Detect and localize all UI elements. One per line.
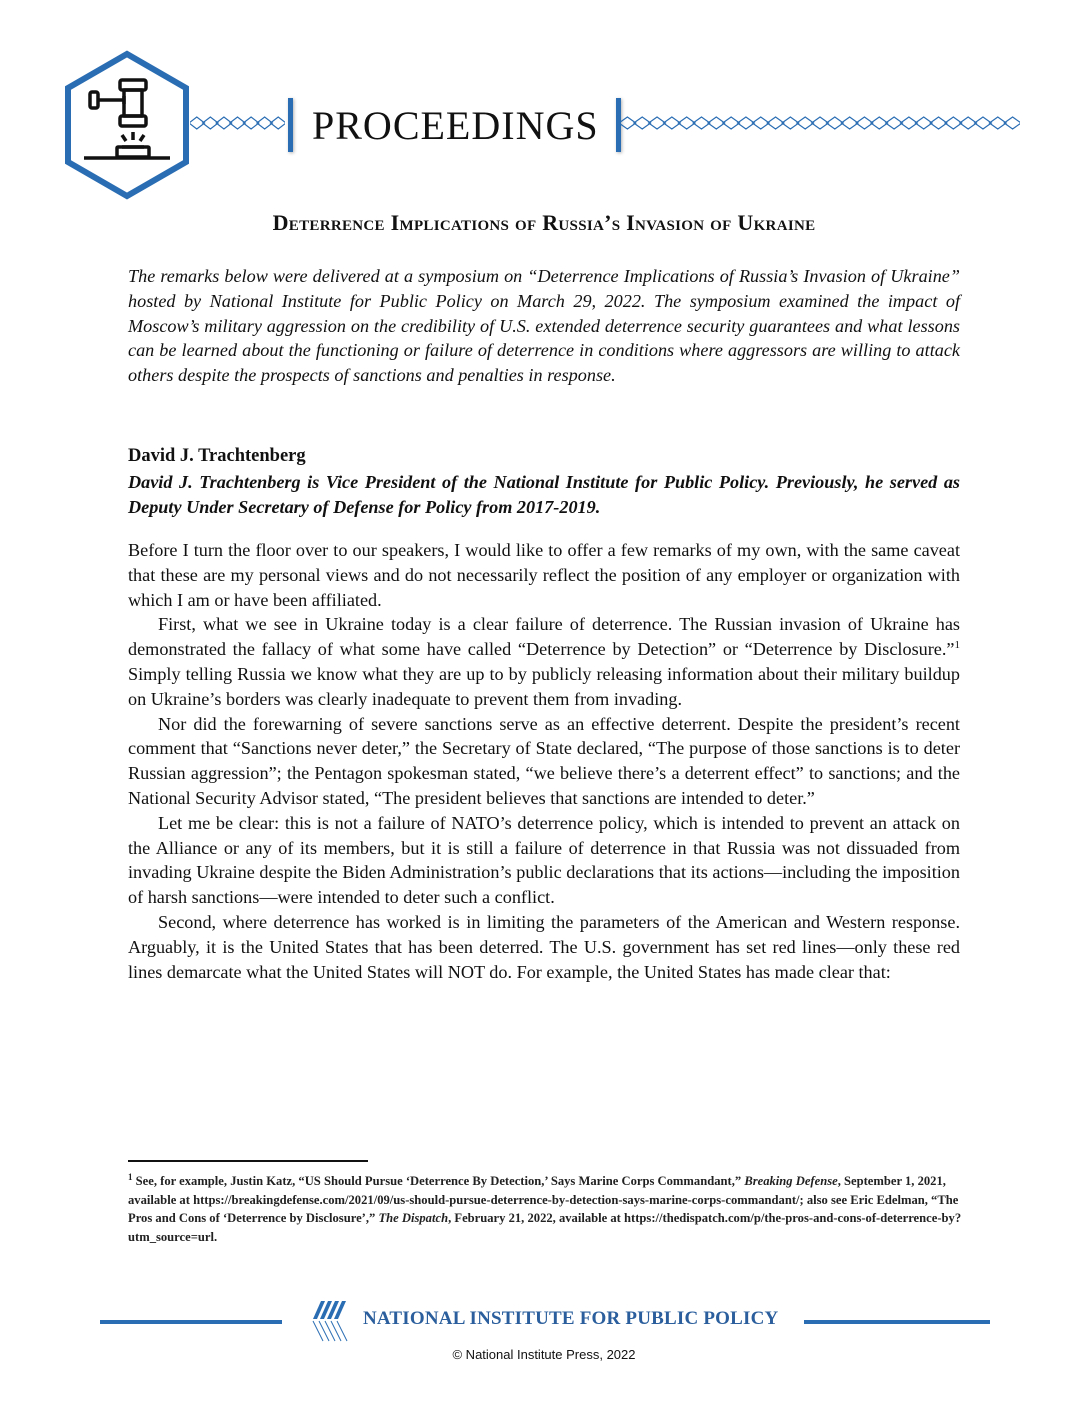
body-paragraph: Second, where deterrence has worked is in limiting the parameters of the American and Western response. Arguably, it is the United States that has been deterred. The U.S. government has set red lines—only these red lines demarcate what the United States will NOT do. For example, the United States has made clear that: <box>128 911 960 982</box>
speaker-name: David J. Trachtenberg <box>128 446 306 466</box>
body-text <box>128 538 960 984</box>
header-divider <box>288 98 293 152</box>
paragraph-text: Simply telling Russia we know what they are up to by publicly releasing information about their military buildup on Ukraine’s borders was clearly inadequate to prevent them from invading. <box>128 663 960 709</box>
document-title: Deterrence Implications of Russia’s Invasion of Ukraine <box>272 210 816 235</box>
footnote-text: , September 1, 2021, available at https://breakingdefense.com/2021/09/us-should-pursue-deterrence-by-detection-says-marine-corps-commandant/; also see Eric Edelman, “The Pros and Cons of ‘Deterrence by Disclosure’,” <box>128 1174 959 1225</box>
footer-rule <box>100 1320 282 1324</box>
paragraph-text: First, what we see in Ukraine today is a clear failure of deterrence. The Russian invasion of Ukraine has demonstrated the fallacy of what some have called “Deterrence by Detection” or “Deterrence by Disclosure.” <box>128 614 960 660</box>
footnote-ref[interactable]: 1 <box>954 639 960 652</box>
decorative-chain <box>620 116 1020 130</box>
speaker-bio: David J. Trachtenberg is Vice President of the National Institute for Public Policy. Previously, he served as Deputy Under Secretary of Defense for Policy from 2017-2019. <box>128 472 960 517</box>
footer-rule <box>804 1320 990 1324</box>
footnote-rule <box>128 1160 368 1162</box>
footnote-text: , February 21, 2022, available at https://thedispatch.com/p/the-pros-and-cons-of-deterrence-by?utm_source=url. <box>128 1211 962 1244</box>
body-paragraph <box>128 612 960 711</box>
footnote-text: See, for example, Justin Katz, “US Should Pursue ‘Deterrence By Detection,’ Says Marine Corps Commandant,” <box>132 1174 745 1188</box>
body-paragraph: Before I turn the floor over to our speakers, I would like to offer a few remarks of my own, with the same caveat that these are my personal views and do not necessarily reflect the position of any employer or organization with which I am or have been affiliated. <box>128 540 960 610</box>
body-paragraph: Let me be clear: this is not a failure of NATO’s deterrence policy, which is intended to prevent an attack on the Alliance or any of its members, but it is still a failure of deterrence in that Russia was not dissuaded from invading Ukraine despite the Biden Administration’s public declarations that its actions—including the imposition of harsh sanctions—were intended to deter such a conflict. <box>128 812 960 908</box>
publication-name: Breaking Defense <box>744 1174 838 1188</box>
footnote <box>128 1172 968 1246</box>
intro-paragraph: The remarks below were delivered at a symposium on “Deterrence Implications of Russia’s Invasion of Ukraine” hosted by National Institute for Public Policy on March 29, 2022. The symposium examined the impact of Moscow’s military aggression on the credibility of U.S. extended deterrence security guarantees and what lessons can be learned about the functioning or failure of deterrence in conditions where aggressors are willing to attack others despite the prospects of sanctions and penalties in response. <box>128 266 960 386</box>
gavel-icon <box>62 50 192 200</box>
footnote-number: 1 <box>128 1171 133 1182</box>
section-label: PROCEEDINGS <box>312 103 599 148</box>
publication-name: The Dispatch <box>378 1211 449 1225</box>
body-paragraph: Nor did the forewarning of severe sanctions serve as an effective deterrent. Despite the president’s recent comment that “Sanctions never deter,” the Secretary of State declared, “The purpose of those sanctions is to deter Russian aggression”; the Pentagon spokesman stated, “we believe there’s a deterrent effect” to sanctions; and the National Security Advisor stated, “The president believes that sanctions are intended to deter.” <box>128 713 960 808</box>
decorative-chain <box>190 116 285 130</box>
copyright: © National Institute Press, 2022 <box>452 1347 636 1362</box>
nipp-logo-icon <box>303 1299 353 1344</box>
organization-name: NATIONAL INSTITUTE FOR PUBLIC POLICY <box>363 1308 779 1329</box>
